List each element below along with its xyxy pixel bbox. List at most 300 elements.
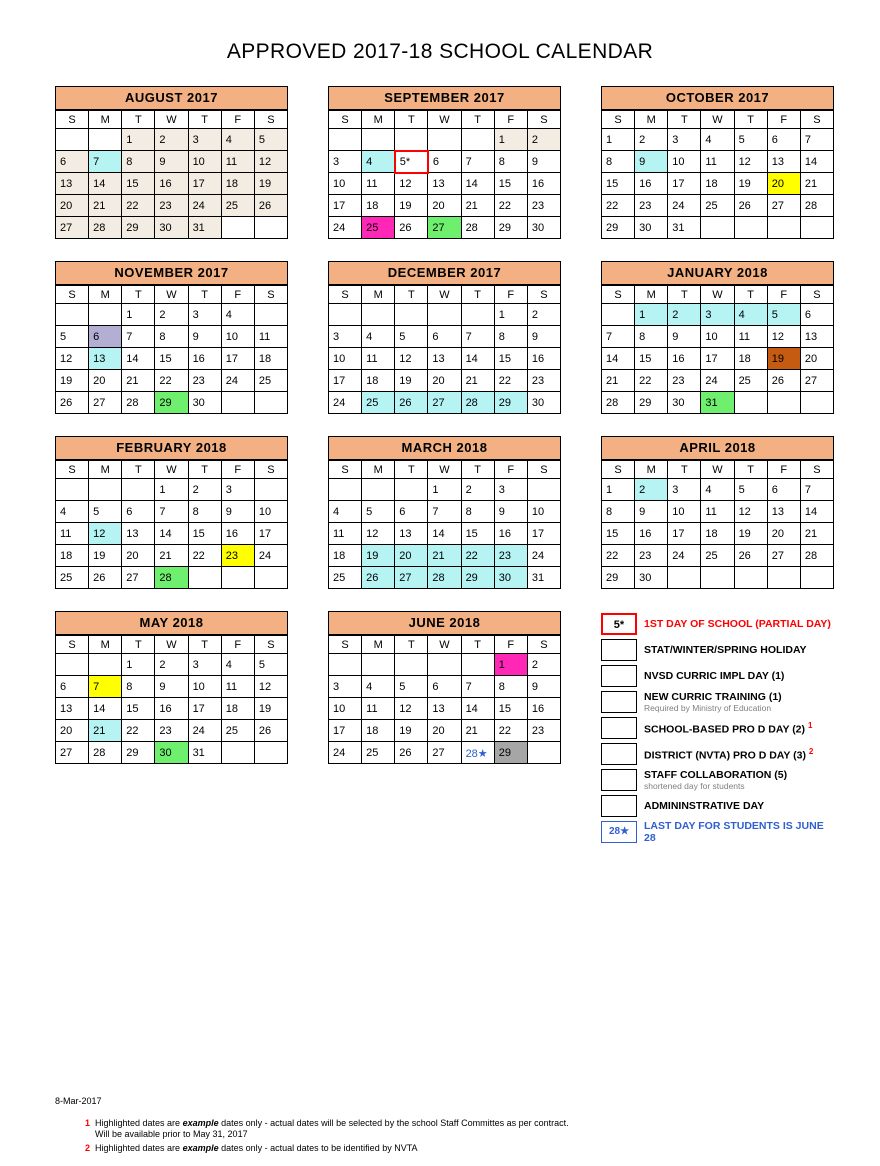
day-cell[interactable]: 3	[329, 151, 362, 173]
day-cell[interactable]: 26	[395, 392, 428, 414]
day-cell[interactable]: 7	[602, 326, 635, 348]
day-cell[interactable]: 11	[734, 326, 767, 348]
day-cell[interactable]: 16	[155, 698, 188, 720]
day-cell[interactable]: 4	[221, 304, 254, 326]
day-cell[interactable]: 2	[527, 654, 560, 676]
day-cell[interactable]: 15	[188, 523, 221, 545]
day-cell[interactable]: 17	[668, 173, 701, 195]
day-cell[interactable]: 10	[527, 501, 560, 523]
day-cell[interactable]: 14	[461, 173, 494, 195]
day-cell[interactable]: 3	[668, 129, 701, 151]
day-cell[interactable]: 11	[362, 348, 395, 370]
day-cell[interactable]: 3	[701, 304, 734, 326]
day-cell[interactable]: 29	[494, 742, 527, 764]
day-cell[interactable]: 23	[635, 195, 668, 217]
day-cell[interactable]: 6	[428, 676, 461, 698]
day-cell[interactable]: 26	[254, 720, 287, 742]
day-cell[interactable]: 12	[254, 151, 287, 173]
day-cell[interactable]: 8	[155, 326, 188, 348]
day-cell[interactable]: 18	[56, 545, 89, 567]
day-cell[interactable]: 8	[122, 676, 155, 698]
day-cell[interactable]: 30	[635, 567, 668, 589]
day-cell[interactable]: 6	[56, 676, 89, 698]
day-cell[interactable]: 18	[362, 370, 395, 392]
day-cell[interactable]: 3	[188, 654, 221, 676]
day-cell[interactable]: 26	[395, 742, 428, 764]
day-cell[interactable]: 2	[635, 479, 668, 501]
day-cell[interactable]: 6	[428, 151, 461, 173]
day-cell[interactable]: 1	[602, 479, 635, 501]
day-cell[interactable]: 17	[221, 348, 254, 370]
day-cell[interactable]: 19	[734, 523, 767, 545]
day-cell[interactable]: 20	[395, 545, 428, 567]
day-cell[interactable]: 22	[155, 370, 188, 392]
day-cell[interactable]: 21	[461, 720, 494, 742]
day-cell[interactable]: 29	[461, 567, 494, 589]
day-cell[interactable]: 3	[221, 479, 254, 501]
day-cell[interactable]: 19	[395, 370, 428, 392]
day-cell[interactable]: 14	[461, 698, 494, 720]
day-cell[interactable]: 9	[635, 501, 668, 523]
day-cell[interactable]: 20	[767, 173, 800, 195]
day-cell[interactable]: 19	[734, 173, 767, 195]
day-cell[interactable]: 6	[56, 151, 89, 173]
day-cell[interactable]: 3	[329, 676, 362, 698]
day-cell[interactable]: 26	[767, 370, 800, 392]
day-cell[interactable]: 21	[602, 370, 635, 392]
day-cell[interactable]: 25	[329, 567, 362, 589]
day-cell[interactable]: 12	[734, 501, 767, 523]
day-cell[interactable]: 16	[527, 348, 560, 370]
day-cell[interactable]: 23	[635, 545, 668, 567]
day-cell[interactable]: 19	[395, 720, 428, 742]
day-cell[interactable]: 25	[56, 567, 89, 589]
day-cell[interactable]: 9	[668, 326, 701, 348]
day-cell[interactable]: 22	[122, 195, 155, 217]
day-cell[interactable]: 24	[188, 720, 221, 742]
day-cell[interactable]: 23	[221, 545, 254, 567]
day-cell[interactable]: 26	[362, 567, 395, 589]
day-cell[interactable]: 7	[800, 479, 833, 501]
day-cell[interactable]: 29	[494, 217, 527, 239]
day-cell[interactable]: 1	[602, 129, 635, 151]
day-cell[interactable]: 23	[668, 370, 701, 392]
day-cell[interactable]: 28	[89, 742, 122, 764]
day-cell[interactable]: 16	[221, 523, 254, 545]
day-cell[interactable]: 28	[428, 567, 461, 589]
day-cell[interactable]: 26	[734, 195, 767, 217]
day-cell[interactable]: 25	[254, 370, 287, 392]
day-cell[interactable]: 20	[800, 348, 833, 370]
day-cell[interactable]: 10	[188, 676, 221, 698]
day-cell[interactable]: 8	[188, 501, 221, 523]
day-cell[interactable]: 4	[734, 304, 767, 326]
day-cell[interactable]: 16	[668, 348, 701, 370]
day-cell[interactable]: 17	[254, 523, 287, 545]
day-cell[interactable]: 4	[362, 326, 395, 348]
day-cell[interactable]: 7	[800, 129, 833, 151]
day-cell[interactable]: 29	[155, 392, 188, 414]
day-cell[interactable]: 18	[221, 698, 254, 720]
day-cell[interactable]: 7	[461, 151, 494, 173]
day-cell[interactable]: 10	[329, 698, 362, 720]
day-cell[interactable]: 11	[56, 523, 89, 545]
day-cell[interactable]: 6	[122, 501, 155, 523]
day-cell[interactable]: 6	[800, 304, 833, 326]
day-cell[interactable]: 26	[56, 392, 89, 414]
day-cell[interactable]: 19	[767, 348, 800, 370]
day-cell[interactable]: 1	[494, 304, 527, 326]
day-cell[interactable]: 9	[155, 676, 188, 698]
day-cell[interactable]: 16	[494, 523, 527, 545]
day-cell[interactable]: 13	[56, 173, 89, 195]
day-cell[interactable]: 24	[527, 545, 560, 567]
day-cell[interactable]: 8	[122, 151, 155, 173]
day-cell[interactable]: 10	[329, 173, 362, 195]
day-cell[interactable]: 8	[602, 501, 635, 523]
day-cell[interactable]: 16	[188, 348, 221, 370]
day-cell[interactable]: 30	[527, 217, 560, 239]
day-cell[interactable]: 12	[254, 676, 287, 698]
day-cell[interactable]: 21	[89, 720, 122, 742]
day-cell[interactable]: 1	[122, 129, 155, 151]
day-cell[interactable]: 22	[635, 370, 668, 392]
day-cell[interactable]: 1	[494, 654, 527, 676]
day-cell[interactable]: 28	[800, 545, 833, 567]
day-cell[interactable]: 5	[734, 479, 767, 501]
day-cell[interactable]: 6	[767, 129, 800, 151]
day-cell[interactable]: 1	[428, 479, 461, 501]
day-cell[interactable]: 19	[89, 545, 122, 567]
day-cell[interactable]: 8	[461, 501, 494, 523]
day-cell[interactable]: 7	[461, 326, 494, 348]
day-cell[interactable]: 24	[221, 370, 254, 392]
day-cell[interactable]: 17	[329, 370, 362, 392]
day-cell[interactable]: 27	[767, 195, 800, 217]
day-cell[interactable]: 1	[494, 129, 527, 151]
day-cell[interactable]: 5	[56, 326, 89, 348]
day-cell[interactable]: 27	[56, 217, 89, 239]
day-cell[interactable]: 31	[188, 217, 221, 239]
day-cell[interactable]: 5	[254, 129, 287, 151]
day-cell[interactable]: 28★	[461, 742, 494, 764]
day-cell[interactable]: 7	[428, 501, 461, 523]
day-cell[interactable]: 6	[428, 326, 461, 348]
day-cell[interactable]: 26	[89, 567, 122, 589]
day-cell[interactable]: 17	[329, 720, 362, 742]
day-cell[interactable]: 5	[395, 326, 428, 348]
day-cell[interactable]: 30	[635, 217, 668, 239]
day-cell[interactable]: 18	[221, 173, 254, 195]
day-cell[interactable]: 11	[329, 523, 362, 545]
day-cell[interactable]: 29	[122, 217, 155, 239]
day-cell[interactable]: 7	[89, 151, 122, 173]
day-cell[interactable]: 9	[188, 326, 221, 348]
day-cell[interactable]: 21	[800, 173, 833, 195]
day-cell[interactable]: 3	[668, 479, 701, 501]
day-cell[interactable]: 14	[89, 173, 122, 195]
day-cell[interactable]: 16	[635, 523, 668, 545]
day-cell[interactable]: 25	[221, 720, 254, 742]
day-cell[interactable]: 30	[668, 392, 701, 414]
day-cell[interactable]: 5	[734, 129, 767, 151]
day-cell[interactable]: 18	[362, 195, 395, 217]
day-cell[interactable]: 13	[800, 326, 833, 348]
day-cell[interactable]: 22	[494, 370, 527, 392]
day-cell[interactable]: 15	[635, 348, 668, 370]
day-cell[interactable]: 19	[395, 195, 428, 217]
day-cell[interactable]: 23	[155, 195, 188, 217]
day-cell[interactable]: 14	[122, 348, 155, 370]
day-cell[interactable]: 9	[527, 151, 560, 173]
day-cell[interactable]: 9	[635, 151, 668, 173]
day-cell[interactable]: 22	[494, 720, 527, 742]
day-cell[interactable]: 29	[635, 392, 668, 414]
day-cell[interactable]: 25	[701, 545, 734, 567]
day-cell[interactable]: 30	[155, 742, 188, 764]
day-cell[interactable]: 12	[395, 348, 428, 370]
day-cell[interactable]: 19	[254, 698, 287, 720]
day-cell[interactable]: 23	[494, 545, 527, 567]
day-cell[interactable]: 12	[734, 151, 767, 173]
day-cell[interactable]: 11	[701, 501, 734, 523]
day-cell[interactable]: 15	[494, 173, 527, 195]
day-cell[interactable]: 3	[188, 304, 221, 326]
day-cell[interactable]: 31	[188, 742, 221, 764]
day-cell[interactable]: 1	[155, 479, 188, 501]
day-cell[interactable]: 12	[767, 326, 800, 348]
day-cell[interactable]: 24	[329, 392, 362, 414]
day-cell[interactable]: 15	[122, 698, 155, 720]
day-cell[interactable]: 5	[89, 501, 122, 523]
day-cell[interactable]: 15	[122, 173, 155, 195]
day-cell[interactable]: 25	[362, 217, 395, 239]
day-cell[interactable]: 18	[734, 348, 767, 370]
day-cell[interactable]: 13	[395, 523, 428, 545]
day-cell[interactable]: 27	[56, 742, 89, 764]
day-cell[interactable]: 25	[362, 742, 395, 764]
day-cell[interactable]: 9	[527, 326, 560, 348]
day-cell[interactable]: 15	[155, 348, 188, 370]
day-cell[interactable]: 15	[494, 698, 527, 720]
day-cell[interactable]: 4	[701, 129, 734, 151]
day-cell[interactable]: 11	[254, 326, 287, 348]
day-cell[interactable]: 17	[668, 523, 701, 545]
day-cell[interactable]: 4	[362, 151, 395, 173]
day-cell[interactable]: 20	[428, 720, 461, 742]
day-cell[interactable]: 29	[602, 217, 635, 239]
day-cell[interactable]: 20	[428, 195, 461, 217]
day-cell[interactable]: 20	[122, 545, 155, 567]
day-cell[interactable]: 15	[602, 173, 635, 195]
day-cell[interactable]: 10	[221, 326, 254, 348]
day-cell[interactable]: 16	[155, 173, 188, 195]
day-cell[interactable]: 22	[494, 195, 527, 217]
day-cell[interactable]: 17	[701, 348, 734, 370]
day-cell[interactable]: 8	[494, 151, 527, 173]
day-cell[interactable]: 11	[221, 151, 254, 173]
day-cell[interactable]: 3	[494, 479, 527, 501]
day-cell[interactable]: 14	[155, 523, 188, 545]
day-cell[interactable]: 2	[155, 654, 188, 676]
day-cell[interactable]: 28	[461, 392, 494, 414]
day-cell[interactable]: 11	[362, 173, 395, 195]
day-cell[interactable]: 3	[329, 326, 362, 348]
day-cell[interactable]: 11	[221, 676, 254, 698]
day-cell[interactable]: 24	[329, 217, 362, 239]
day-cell[interactable]: 1	[635, 304, 668, 326]
day-cell[interactable]: 22	[122, 720, 155, 742]
day-cell[interactable]: 28	[122, 392, 155, 414]
day-cell[interactable]: 4	[221, 654, 254, 676]
day-cell[interactable]: 27	[428, 217, 461, 239]
day-cell[interactable]: 1	[122, 304, 155, 326]
day-cell[interactable]: 7	[155, 501, 188, 523]
day-cell[interactable]: 20	[428, 370, 461, 392]
day-cell[interactable]: 10	[254, 501, 287, 523]
day-cell[interactable]: 25	[734, 370, 767, 392]
day-cell[interactable]: 5	[254, 654, 287, 676]
day-cell[interactable]: 2	[461, 479, 494, 501]
day-cell[interactable]: 5	[362, 501, 395, 523]
day-cell[interactable]: 12	[395, 173, 428, 195]
day-cell[interactable]: 13	[767, 151, 800, 173]
day-cell[interactable]: 24	[188, 195, 221, 217]
day-cell[interactable]: 31	[527, 567, 560, 589]
day-cell[interactable]: 5*	[395, 151, 428, 173]
day-cell[interactable]: 14	[461, 348, 494, 370]
day-cell[interactable]: 12	[362, 523, 395, 545]
day-cell[interactable]: 27	[428, 742, 461, 764]
day-cell[interactable]: 4	[56, 501, 89, 523]
day-cell[interactable]: 14	[800, 501, 833, 523]
day-cell[interactable]: 21	[800, 523, 833, 545]
day-cell[interactable]: 28	[155, 567, 188, 589]
day-cell[interactable]: 23	[527, 370, 560, 392]
day-cell[interactable]: 28	[461, 217, 494, 239]
day-cell[interactable]: 16	[527, 698, 560, 720]
day-cell[interactable]: 13	[56, 698, 89, 720]
day-cell[interactable]: 9	[155, 151, 188, 173]
day-cell[interactable]: 13	[428, 173, 461, 195]
day-cell[interactable]: 4	[329, 501, 362, 523]
day-cell[interactable]: 14	[89, 698, 122, 720]
day-cell[interactable]: 24	[254, 545, 287, 567]
day-cell[interactable]: 20	[56, 195, 89, 217]
day-cell[interactable]: 27	[122, 567, 155, 589]
day-cell[interactable]: 7	[89, 676, 122, 698]
day-cell[interactable]: 27	[395, 567, 428, 589]
day-cell[interactable]: 20	[767, 523, 800, 545]
day-cell[interactable]: 2	[527, 129, 560, 151]
day-cell[interactable]: 10	[329, 348, 362, 370]
day-cell[interactable]: 16	[527, 173, 560, 195]
day-cell[interactable]: 11	[362, 698, 395, 720]
day-cell[interactable]: 29	[602, 567, 635, 589]
day-cell[interactable]: 21	[155, 545, 188, 567]
day-cell[interactable]: 22	[602, 195, 635, 217]
day-cell[interactable]: 10	[188, 151, 221, 173]
day-cell[interactable]: 18	[254, 348, 287, 370]
day-cell[interactable]: 6	[767, 479, 800, 501]
day-cell[interactable]: 24	[668, 545, 701, 567]
day-cell[interactable]: 21	[89, 195, 122, 217]
day-cell[interactable]: 8	[494, 676, 527, 698]
day-cell[interactable]: 5	[395, 676, 428, 698]
day-cell[interactable]: 2	[155, 304, 188, 326]
day-cell[interactable]: 28	[602, 392, 635, 414]
day-cell[interactable]: 21	[461, 370, 494, 392]
day-cell[interactable]: 8	[494, 326, 527, 348]
day-cell[interactable]: 23	[188, 370, 221, 392]
day-cell[interactable]: 7	[461, 676, 494, 698]
day-cell[interactable]: 29	[122, 742, 155, 764]
day-cell[interactable]: 21	[461, 195, 494, 217]
day-cell[interactable]: 13	[767, 501, 800, 523]
day-cell[interactable]: 22	[602, 545, 635, 567]
day-cell[interactable]: 10	[701, 326, 734, 348]
day-cell[interactable]: 17	[188, 698, 221, 720]
day-cell[interactable]: 23	[527, 195, 560, 217]
day-cell[interactable]: 27	[767, 545, 800, 567]
day-cell[interactable]: 21	[428, 545, 461, 567]
day-cell[interactable]: 19	[362, 545, 395, 567]
day-cell[interactable]: 29	[494, 392, 527, 414]
day-cell[interactable]: 13	[428, 348, 461, 370]
day-cell[interactable]: 15	[602, 523, 635, 545]
day-cell[interactable]: 24	[701, 370, 734, 392]
day-cell[interactable]: 27	[89, 392, 122, 414]
day-cell[interactable]: 25	[221, 195, 254, 217]
day-cell[interactable]: 8	[602, 151, 635, 173]
day-cell[interactable]: 2	[668, 304, 701, 326]
day-cell[interactable]: 11	[701, 151, 734, 173]
day-cell[interactable]: 30	[188, 392, 221, 414]
day-cell[interactable]: 31	[701, 392, 734, 414]
day-cell[interactable]: 25	[362, 392, 395, 414]
day-cell[interactable]: 1	[122, 654, 155, 676]
day-cell[interactable]: 2	[527, 304, 560, 326]
day-cell[interactable]: 27	[428, 392, 461, 414]
day-cell[interactable]: 27	[800, 370, 833, 392]
day-cell[interactable]: 25	[701, 195, 734, 217]
day-cell[interactable]: 2	[155, 129, 188, 151]
day-cell[interactable]: 30	[155, 217, 188, 239]
day-cell[interactable]: 14	[602, 348, 635, 370]
day-cell[interactable]: 13	[428, 698, 461, 720]
day-cell[interactable]: 12	[56, 348, 89, 370]
day-cell[interactable]: 14	[800, 151, 833, 173]
day-cell[interactable]: 6	[395, 501, 428, 523]
day-cell[interactable]: 18	[329, 545, 362, 567]
day-cell[interactable]: 26	[395, 217, 428, 239]
day-cell[interactable]: 19	[56, 370, 89, 392]
day-cell[interactable]: 26	[254, 195, 287, 217]
day-cell[interactable]: 30	[494, 567, 527, 589]
day-cell[interactable]: 24	[668, 195, 701, 217]
day-cell[interactable]: 14	[428, 523, 461, 545]
day-cell[interactable]: 17	[527, 523, 560, 545]
day-cell[interactable]: 28	[89, 217, 122, 239]
day-cell[interactable]: 12	[89, 523, 122, 545]
day-cell[interactable]: 9	[527, 676, 560, 698]
day-cell[interactable]: 18	[701, 523, 734, 545]
day-cell[interactable]: 13	[89, 348, 122, 370]
day-cell[interactable]: 18	[362, 720, 395, 742]
day-cell[interactable]: 22	[461, 545, 494, 567]
day-cell[interactable]: 28	[800, 195, 833, 217]
day-cell[interactable]: 4	[701, 479, 734, 501]
